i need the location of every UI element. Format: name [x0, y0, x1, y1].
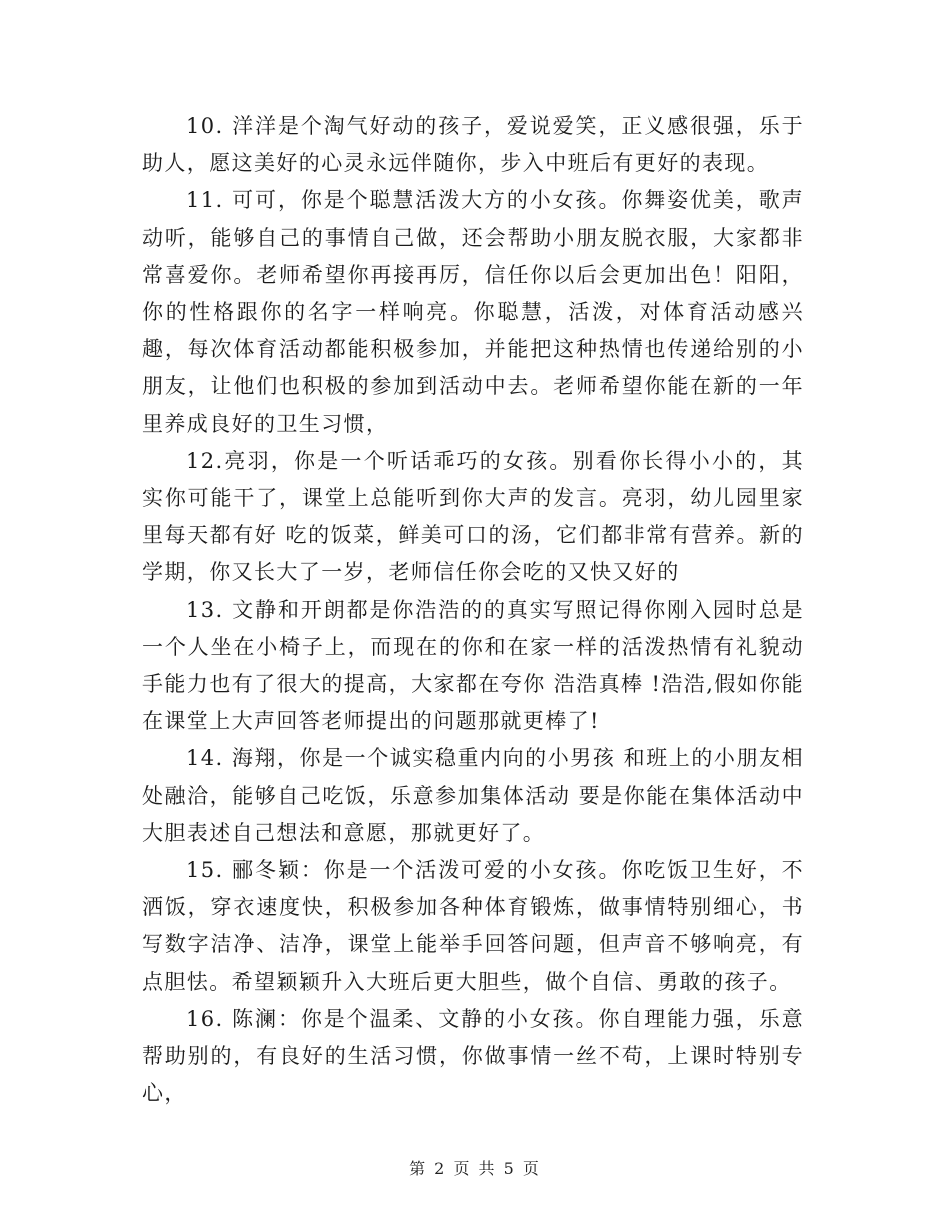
- paragraph-11: 11. 可可，你是个聪慧活泼大方的小女孩。你舞姿优美，歌声动听，能够自己的事情自己做，还会帮助小朋友脱衣服，大家都非常喜爱你。老师希望你再接再厉，信任你以后会更加出色！阳阳，你的性格跟你的名字一样响亮。你聪慧，活泼，对体育活动感兴趣，每次体育活动都能积极参加，并能把这种热情也传递给别的小朋友，让他们也积极的参加到活动中去。老师希望你能在新的一年里养成良好的卫生习惯，: [142, 188, 804, 436]
- paragraph-14: 14. 海翔，你是一个诚实稳重内向的小男孩 和班上的小朋友相处融洽，能够自己吃饭，乐意参加集体活动 要是你能在集体活动中大胆表述自己想法和意愿，那就更好了。: [142, 746, 804, 845]
- page-number-footer: 第 2 页 共 5 页: [409, 1159, 541, 1178]
- paragraph-13: 13. 文静和开朗都是你浩浩的的真实写照记得你刚入园时总是一个人坐在小椅子上，而现在的你和在家一样的活泼热情有礼貌动手能力也有了很大的提高，大家都在夸你 浩浩真棒 !浩浩,假如你能在课堂上大声回答老师提出的问题那就更棒了!: [142, 597, 804, 734]
- paragraph-16: 16. 陈澜：你是个温柔、文静的小女孩。你自理能力强，乐意帮助别的，有良好的生活习惯，你做事情一丝不苟，上课时特别专心，: [142, 1006, 804, 1106]
- document-body: [142, 108, 804, 1112]
- paragraph-15: 15. 郦冬颖：你是一个活泼可爱的小女孩。你吃饭卫生好，不洒饭，穿衣速度快，积极参加各种体育锻炼，做事情特别细心，书写数字洁净、洁净，课堂上能举手回答问题，但声音不够响亮，有点胆怯。希望颖颖升入大班后更大胆些，做个自信、勇敢的孩子。: [142, 858, 804, 994]
- paragraph-10: 10. 洋洋是个淘气好动的孩子，爱说爱笑，正义感很强，乐于助人，愿这美好的心灵永远伴随你，步入中班后有更好的表现。: [142, 114, 804, 176]
- paragraph-12: 12.亮羽，你是一个听话乖巧的女孩。别看你长得小小的，其实你可能干了，课堂上总能听到你大声的发言。亮羽，幼儿园里家里每天都有好 吃的饭菜，鲜美可口的汤，它们都非常有营养。新的学期，你又长大了一岁，老师信任你会吃的又快又好的: [142, 448, 804, 585]
